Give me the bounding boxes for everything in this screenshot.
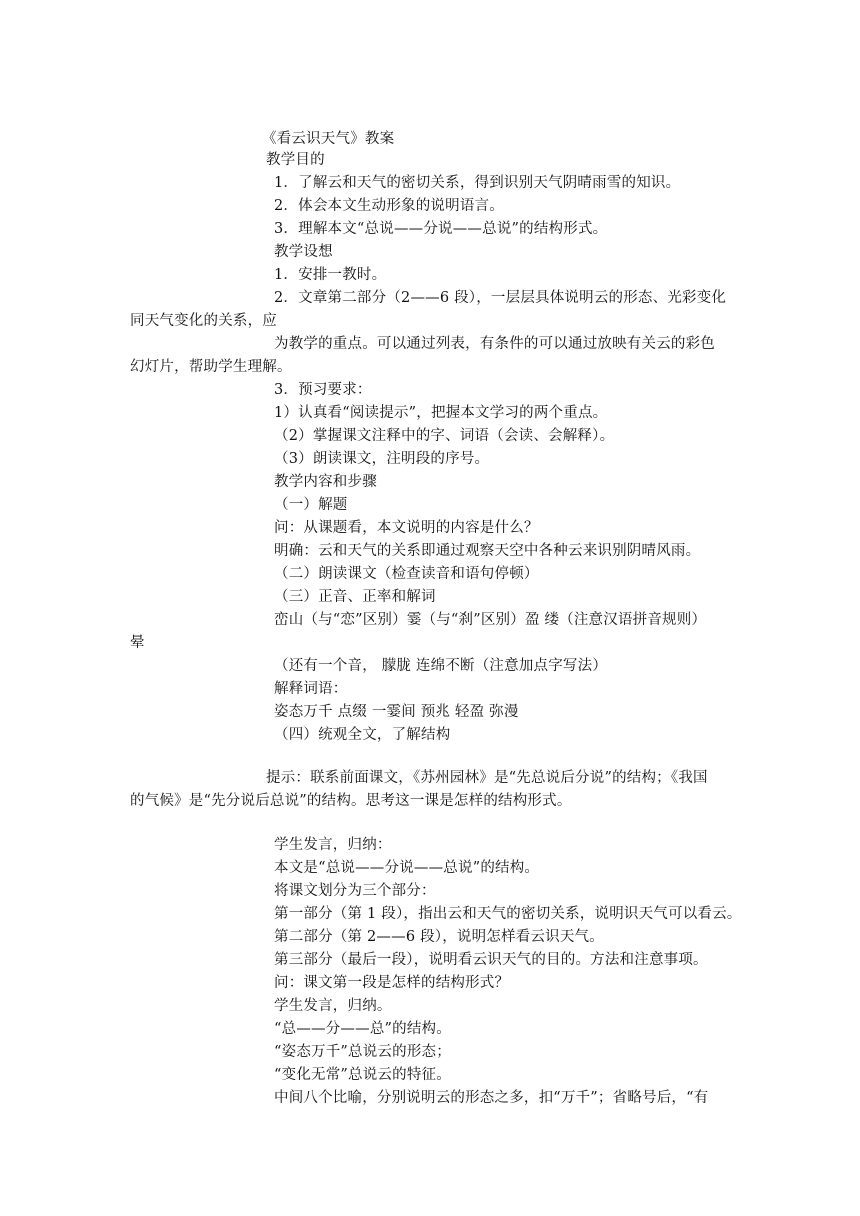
text-line: 中间八个比喻，分别说明云的形态之多，扣“万千”；省略号后，“有 <box>274 1090 709 1106</box>
text-line: 幻灯片，帮助学生理解。 <box>130 359 292 375</box>
text-line: “姿态万千”总说云的形态； <box>274 1044 451 1060</box>
text-line: 2．文章第二部分（2——6 段），一层层具体说明云的形态、光彩变化 <box>274 290 727 306</box>
text-line: （三）正音、正率和解词 <box>274 589 436 605</box>
text-line: 本文是“总说——分说——总说”的结构。 <box>274 860 540 876</box>
text-line: 问：从课题看，本文说明的内容是什么？ <box>274 520 539 536</box>
text-line: （四）统观全文，了解结构 <box>274 727 451 743</box>
text-line: 1．安排一教时。 <box>274 267 387 283</box>
text-line: “变化无常”总说云的特征。 <box>274 1067 451 1083</box>
text-line: 峦山（与“恋”区别）霎（与“刹”区别）盈 缕（注意汉语拼音规则） <box>274 612 707 628</box>
text-line: （二）朗读课文（检查读音和语句停顿） <box>274 566 539 582</box>
text-line: 第三部分（最后一段），说明看云识天气的目的。方法和注意事项。 <box>274 952 708 968</box>
text-line: （还有一个音， 朦胧 连绵不断（注意加点字写法） <box>274 658 608 674</box>
text-line: 学生发言，归纳。 <box>274 998 392 1014</box>
text-line: 第一部分（第 1 段），指出云和天气的密切关系，说明识天气可以看云。 <box>274 906 742 922</box>
text-line: 为教学的重点。可以通过列表，有条件的可以通过放映有关云的彩色 <box>274 336 715 352</box>
text-line: 1．了解云和天气的密切关系，得到识别天气阴晴雨雪的知识。 <box>274 175 681 191</box>
section-heading-objectives: 教学目的 <box>266 152 325 168</box>
text-line: 明确：云和天气的关系即通过观察天空中各种云来识别阴晴风雨。 <box>274 543 701 559</box>
text-line: 1）认真看“阅读提示”，把握本文学习的两个重点。 <box>274 405 608 421</box>
text-line: 姿态万千 点缀 一霎间 预兆 轻盈 弥漫 <box>274 704 519 720</box>
text-line: 同天气变化的关系，应 <box>130 313 277 329</box>
section-heading-design: 教学设想 <box>274 244 333 260</box>
text-line: 3．理解本文“总说——分说——总说”的结构形式。 <box>274 221 608 237</box>
text-line: 3．预习要求： <box>274 382 372 398</box>
text-line: （2）掌握课文注释中的字、词语（会读、会解释）。 <box>274 428 615 444</box>
text-line: “总——分——总”的结构。 <box>274 1021 451 1037</box>
document-title: 《看云识天气》教案 <box>262 131 395 147</box>
text-line: 将课文划分为三个部分： <box>274 883 436 899</box>
text-line: 解释词语： <box>274 681 348 697</box>
text-line: （一）解题 <box>274 497 348 513</box>
text-line: 学生发言，归纳： <box>274 837 392 853</box>
text-line: 问：课文第一段是怎样的结构形式？ <box>274 975 510 991</box>
text-line: 的气候》是“先分说后总说”的结构。思考这一课是怎样的结构形式。 <box>130 793 572 809</box>
text-line: 晕 <box>130 635 145 651</box>
text-line: 提示：联系前面课文，《苏州园林》是“先总说后分说”的结构；《我国 <box>266 770 708 786</box>
text-line: 2．体会本文生动形象的说明语言。 <box>274 198 504 214</box>
text-line: 第二部分（第 2——6 段），说明怎样看云识天气。 <box>274 929 604 945</box>
text-line: （3）朗读课文，注明段的序号。 <box>274 451 490 467</box>
section-heading-steps: 教学内容和步骤 <box>274 474 377 490</box>
